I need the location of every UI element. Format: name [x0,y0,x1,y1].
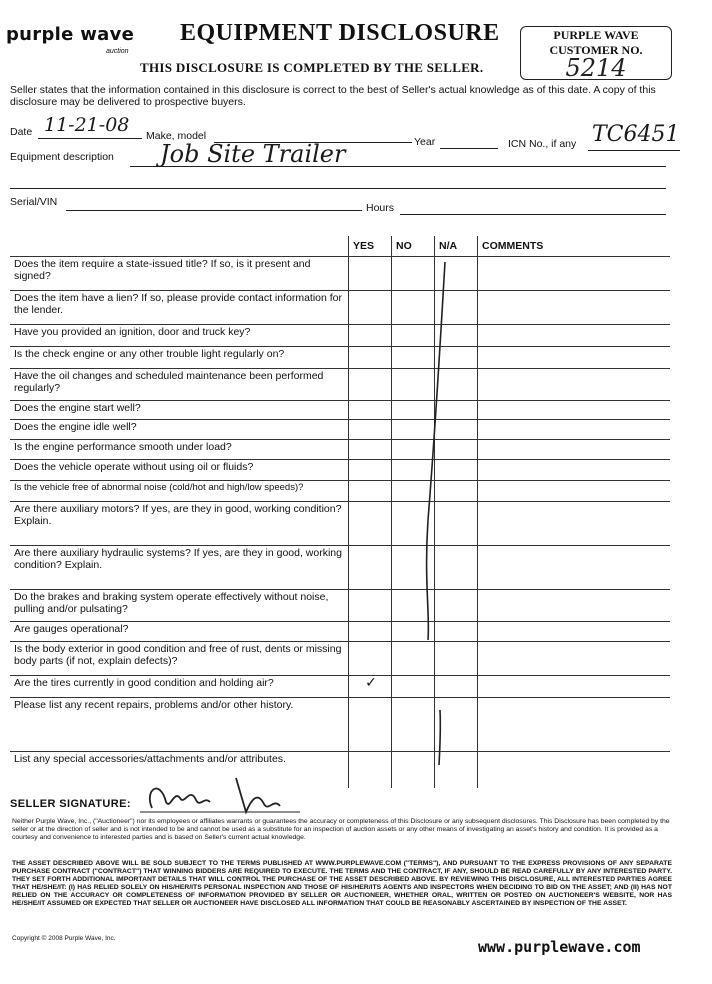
question-text: Please list any recent repairs, problems and/or other history. [10,698,349,752]
equipment-description-label: Equipment description [10,151,114,163]
form-title: EQUIPMENT DISCLOSURE [180,20,500,46]
fine-print-terms: THE ASSET DESCRIBED ABOVE WILL BE SOLD SUBJECT TO THE TERMS PUBLISHED AT WWW.PURPLEWAVE.COM ("TERMS"), AND PURSUANT TO THE EXPRESS PROVISIONS OF ANY SEPARATE PURCHASE CONTRACT ("CONTRACT") THAT WINNING BIDDERS ARE REQUIRED TO EXECUTE. THE TERMS AND THE CONTRACT, IF ANY, SHOULD BE READ CAREFULLY BY ANY INTERESTED PARTY. THEY SET FORTH ADDITIONAL IMPORTANT DETAILS THAT WILL CONTROL THE PURCHASE OF THE ASSET DESCRIBED ABOVE. BY REVIEWING THIS DISCLOSURE, ALL INTERESTED PARTIES AGREE THAT HE/SHE/IT: (I) HAS RELIED SOLELY ON HIS/HER/ITS PERSONAL INSPECTION AND THOSE OF HIS/HER/ITS AGENTS AND INSPECTORS WHEN DECIDING TO BID ON THE ASSET; AND (II) HAS NOT RELIED ON THE ACCURACY OR COMPLETENESS OF INFORMATION PROVIDED BY SELLER OR AUCTIONEER, WHETHER ORAL, WRITTEN OR POSTED ON AUCTIONEER'S WEBSITE, NOR HAS HE/SHE/IT ASSUMED OR EXPECTED THAT SELLER OR AUCTIONEER HAVE DISCLOSED ALL INFORMATION THAT COULD BE REASONABLY ASCERTAINED BY INSPECTION OF THE ASSET. [12,860,672,907]
website-link[interactable]: www.purplewave.com [478,938,641,956]
copyright: Copyright © 2008 Purple Wave, Inc. [12,935,116,942]
question-text: Are gauges operational? [10,622,349,642]
question-text: Are the tires currently in good condition and holding air? [10,676,349,698]
logo-sub: auction [106,48,129,55]
logo-text: purple wave [6,24,135,45]
date-label: Date [10,126,33,138]
customer-box-line1: PURPLE WAVE [553,28,639,42]
icn-label: ICN No., if any [508,138,577,150]
question-text: Does the item have a lien? If so, please provide contact information for the lender. [10,291,349,325]
hours-label: Hours [366,202,395,214]
question-text: Does the item require a state-issued title? If so, is it present and signed? [10,257,349,291]
serial-vin-label: Serial/VIN [10,196,58,208]
fine-print-disclaimer: Neither Purple Wave, Inc., ("Auctioneer") nor its employees or affiliates warrants or guarantees the accuracy or completeness of this Disclosure or any subsequent disclosures. This Disclosure has been completed by the seller or at the direction of seller and is not intended to be and cannot be used as a substitute for an inspection of auction assets or any other means of investigating an asset's history and condition. It is provided as a courtesy and convenience to interested parties and is based on Seller's current actual knowledge. [12,818,670,841]
form-subtitle: THIS DISCLOSURE IS COMPLETED BY THE SELLER. [140,60,484,75]
question-text: Does the engine start well? [10,401,349,420]
question-text: Are there auxiliary hydraulic systems? If yes, are they in good, working condition? Explain. [10,546,349,590]
make-model-label: Make, model [146,130,207,142]
seller-signature-mark [140,768,310,820]
icn-value: TC6451 [592,122,680,147]
yes-cell[interactable]: ✓ [349,676,392,698]
question-text: Is the check engine or any other trouble light regularly on? [10,347,349,369]
date-value: 11-21-08 [44,114,130,136]
question-text: Does the vehicle operate without using oil or fluids? [10,460,349,481]
question-text: Have the oil changes and scheduled maintenance been performed regularly? [10,369,349,401]
na-header: N/A [435,236,478,257]
yes-header: YES [349,236,392,257]
comments-header: COMMENTS [478,236,671,257]
question-text: Is the engine performance smooth under load? [10,440,349,460]
question-text: Have you provided an ignition, door and truck key? [10,325,349,347]
question-text: List any special accessories/attachments and/or attributes. [14,753,286,765]
question-text: Do the brakes and braking system operate effectively without noise, pulling and/or pulsating? [10,590,349,622]
question-text: Is the body exterior in good condition and free of rust, dents or missing body parts (if not, explain defects)? [10,642,349,676]
year-label: Year [414,136,436,148]
question-text: Does the engine idle well? [10,420,349,440]
question-text: Is the vehicle free of abnormal noise (cold/hot and high/low speeds)? [10,481,349,502]
customer-number-value: 5214 [565,54,627,82]
no-header: NO [392,236,435,257]
question-text: Are there auxiliary motors? If yes, are they in good, working condition? Explain. [10,502,349,546]
seller-signature-label: SELLER SIGNATURE: [10,798,131,810]
customer-box-line2: CUSTOMER NO. [549,43,643,57]
equipment-description-value: Job Site Trailer [160,140,346,168]
seller-statement: Seller states that the information contained in this disclosure is correct to the best of Seller's actual knowledge as of this date. A copy of this disclosure may be delivered to prospective buyers. [10,84,656,108]
